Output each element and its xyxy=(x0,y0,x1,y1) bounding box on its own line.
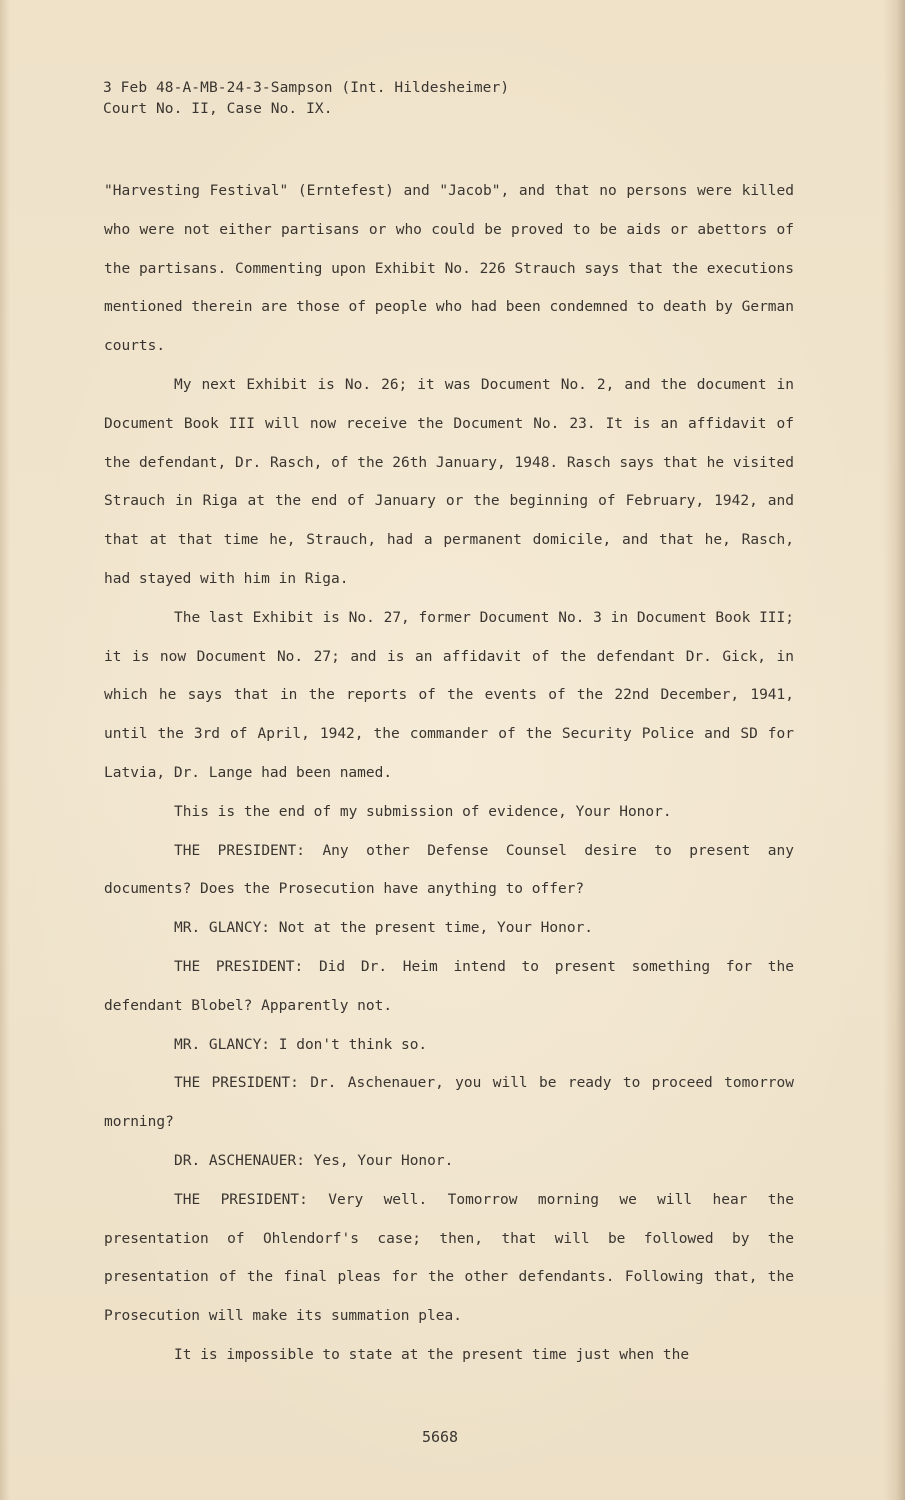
page-left-edge-shadow xyxy=(0,0,10,1500)
page-right-edge-shadow xyxy=(883,0,905,1500)
paragraph-4: This is the end of my submission of evidence, Your Honor. xyxy=(174,803,672,820)
paragraph-10: DR. ASCHENAUER: Yes, Your Honor. xyxy=(174,1152,454,1169)
paragraph-8: MR. GLANCY: I don't think so. xyxy=(174,1036,428,1053)
header-line-2: Court No. II, Case No. IX. xyxy=(103,101,333,117)
paragraph-1: "Harvesting Festival" (Erntefest) and "Jacob", and that no persons were killed who were not either partisans or who could be proved to be aids or abettors of the partisans. Commenting upon Exhibit No. 226 Strauch says that the executions mentioned therein are those of people who had been condemned to death by German courts. xyxy=(104,183,794,355)
paragraph-5: THE PRESIDENT: Any other Defense Counsel desire to present any documents? Does the Prosecution have anything to offer? xyxy=(104,842,794,898)
paragraph-2: My next Exhibit is No. 26; it was Document No. 2, and the document in Document Book III will now receive the Document No. 23. It is an affidavit of the defendant, Dr. Rasch, of the 26th January, 1948. Rasch says that he visited Strauch in Riga at the end of January or the beginning of February, 1942, and that at that time he, Strauch, had a permanent domicile, and that he, Rasch, had stayed with him in Riga. xyxy=(104,376,794,587)
transcript-body xyxy=(104,172,794,1375)
paragraph-3: The last Exhibit is No. 27, former Document No. 3 in Document Book III; it is now Document No. 27; and is an affidavit of the defendant Dr. Gick, in which he says that in the reports of the events of the 22nd December, 1941, until the 3rd of April, 1942, the commander of the Security Police and SD for Latvia, Dr. Lange had been named. xyxy=(104,609,794,781)
page-number: 5668 xyxy=(421,1428,459,1446)
paragraph-6: MR. GLANCY: Not at the present time, Your Honor. xyxy=(174,920,594,937)
paragraph-12: It is impossible to state at the present time just when the xyxy=(174,1346,690,1363)
paragraph-11: THE PRESIDENT: Very well. Tomorrow morning we will hear the presentation of Ohlendorf's case; then, that will be followed by the presentation of the final pleas for the other defendants. Following that, the Prosecution will make its summation plea. xyxy=(104,1191,794,1325)
document-header xyxy=(103,78,509,120)
paragraph-7: THE PRESIDENT: Did Dr. Heim intend to present something for the defendant Blobel? Apparently not. xyxy=(104,958,794,1014)
paragraph-9: THE PRESIDENT: Dr. Aschenauer, you will be ready to proceed tomorrow morning? xyxy=(104,1075,794,1131)
header-line-1: 3 Feb 48-A-MB-24-3-Sampson (Int. Hildesheimer) xyxy=(103,80,510,96)
